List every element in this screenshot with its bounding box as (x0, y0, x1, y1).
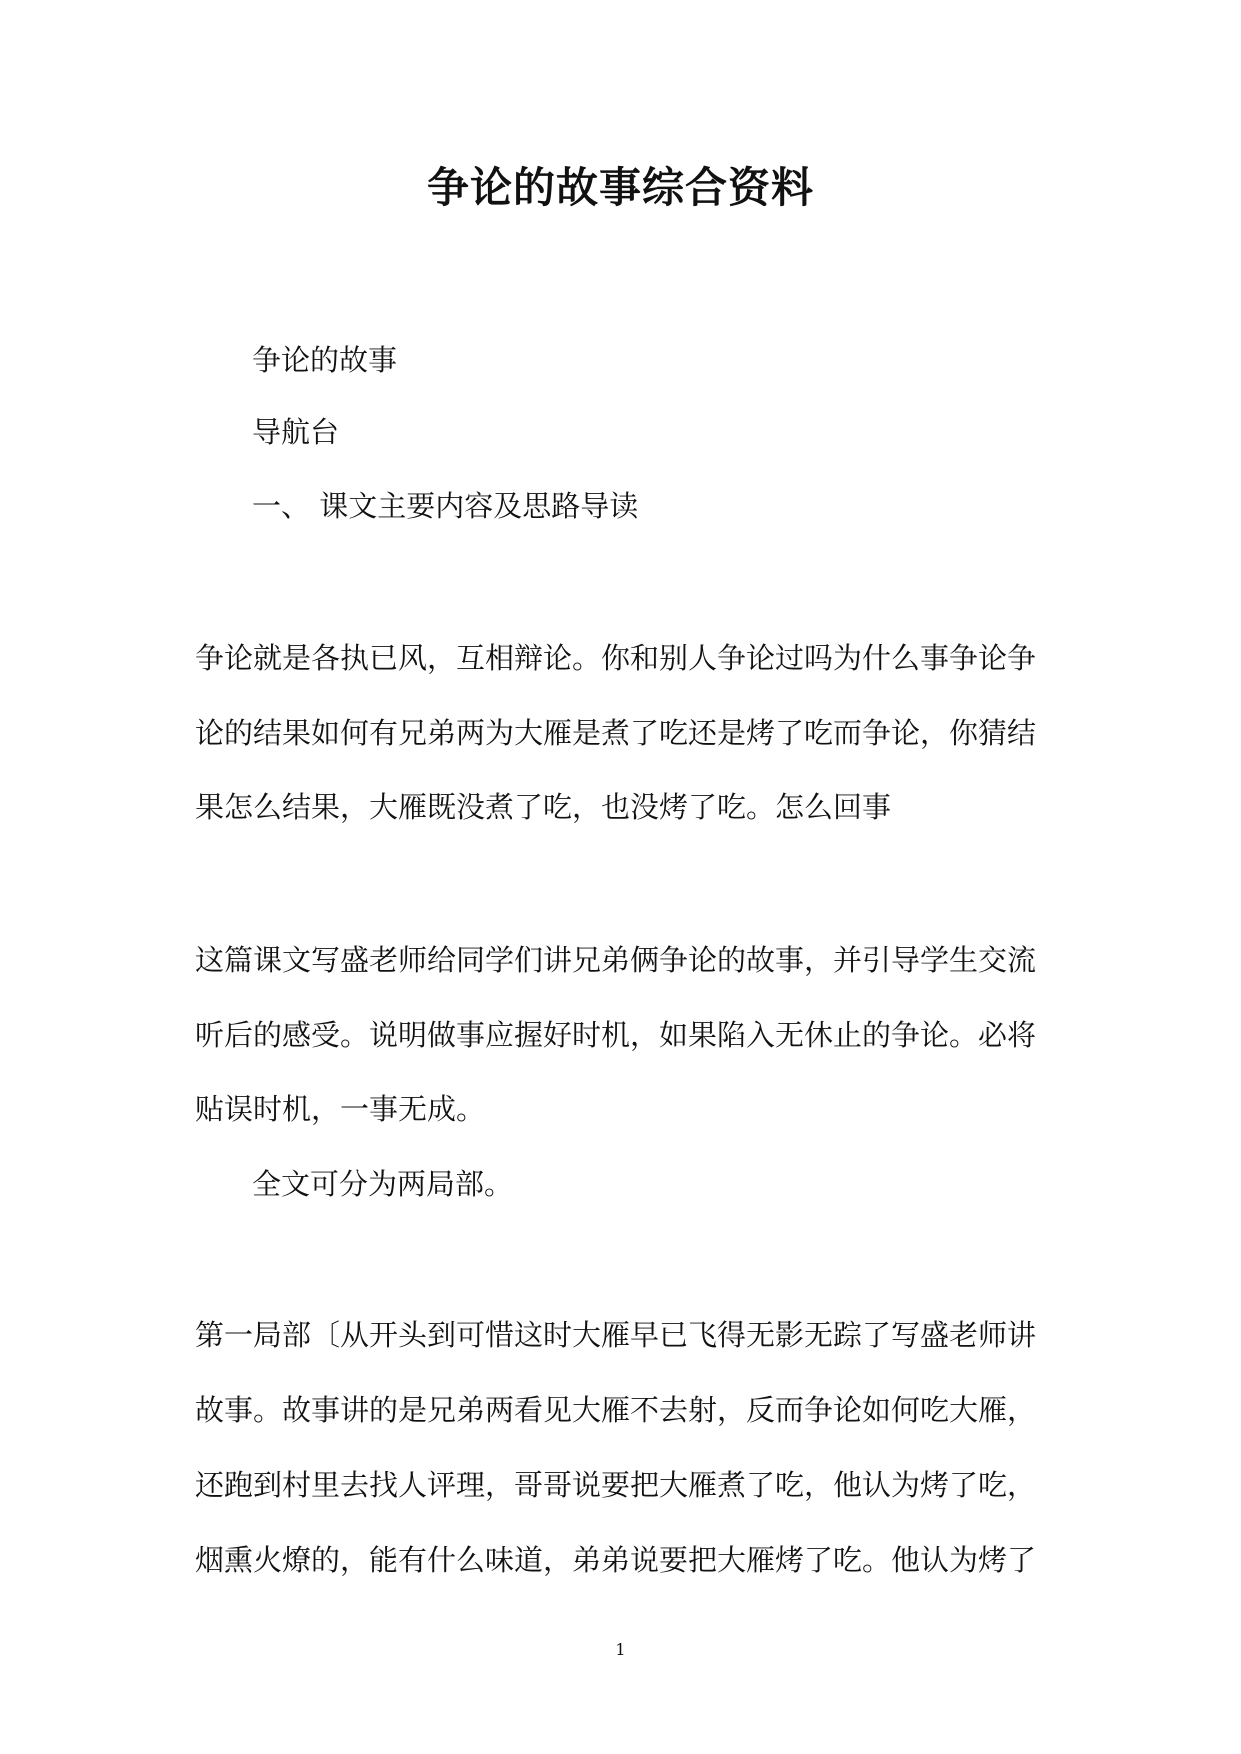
subheading-navigation: 导航台 (252, 415, 340, 449)
paragraph-line: 烟熏火燎的，能有什么味道，弟弟说要把大雁烤了吃。他认为烤了 (195, 1543, 1037, 1577)
subheading-story: 争论的故事 (252, 343, 398, 377)
page-number: 1 (615, 1640, 626, 1659)
paragraph-line: 贴误时机，一事无成。 (195, 1092, 486, 1126)
paragraph-line: 果怎么结果，大雁既没煮了吃，也没烤了吃。怎么回事 (195, 790, 892, 824)
paragraph-3: 全文可分为两局部。 (252, 1167, 514, 1201)
paragraph-line: 争论就是各执已风，互相辩论。你和别人争论过吗为什么事争论争 (195, 641, 1037, 675)
paragraph-line: 这篇课文写盛老师给同学们讲兄弟俩争论的故事，并引导学生交流 (195, 943, 1037, 977)
paragraph-line: 听后的感受。说明做事应握好时机，如果陷入无休止的争论。必将 (195, 1018, 1037, 1052)
paragraph-line: 第一局部〔从开头到可惜这时大雁早已飞得无影无踪了写盛老师讲 (195, 1318, 1037, 1352)
paragraph-line: 还跑到村里去找人评理，哥哥说要把大雁煮了吃，他认为烤了吃， (195, 1468, 1037, 1502)
section-heading: 一、 课文主要内容及思路导读 (252, 489, 639, 523)
document-title: 争论的故事综合资料 (426, 163, 814, 212)
paragraph-line: 论的结果如何有兄弟两为大雁是煮了吃还是烤了吃而争论，你猜结 (195, 716, 1037, 750)
paragraph-line: 故事。故事讲的是兄弟两看见大雁不去射，反而争论如何吃大雁， (195, 1393, 1037, 1427)
